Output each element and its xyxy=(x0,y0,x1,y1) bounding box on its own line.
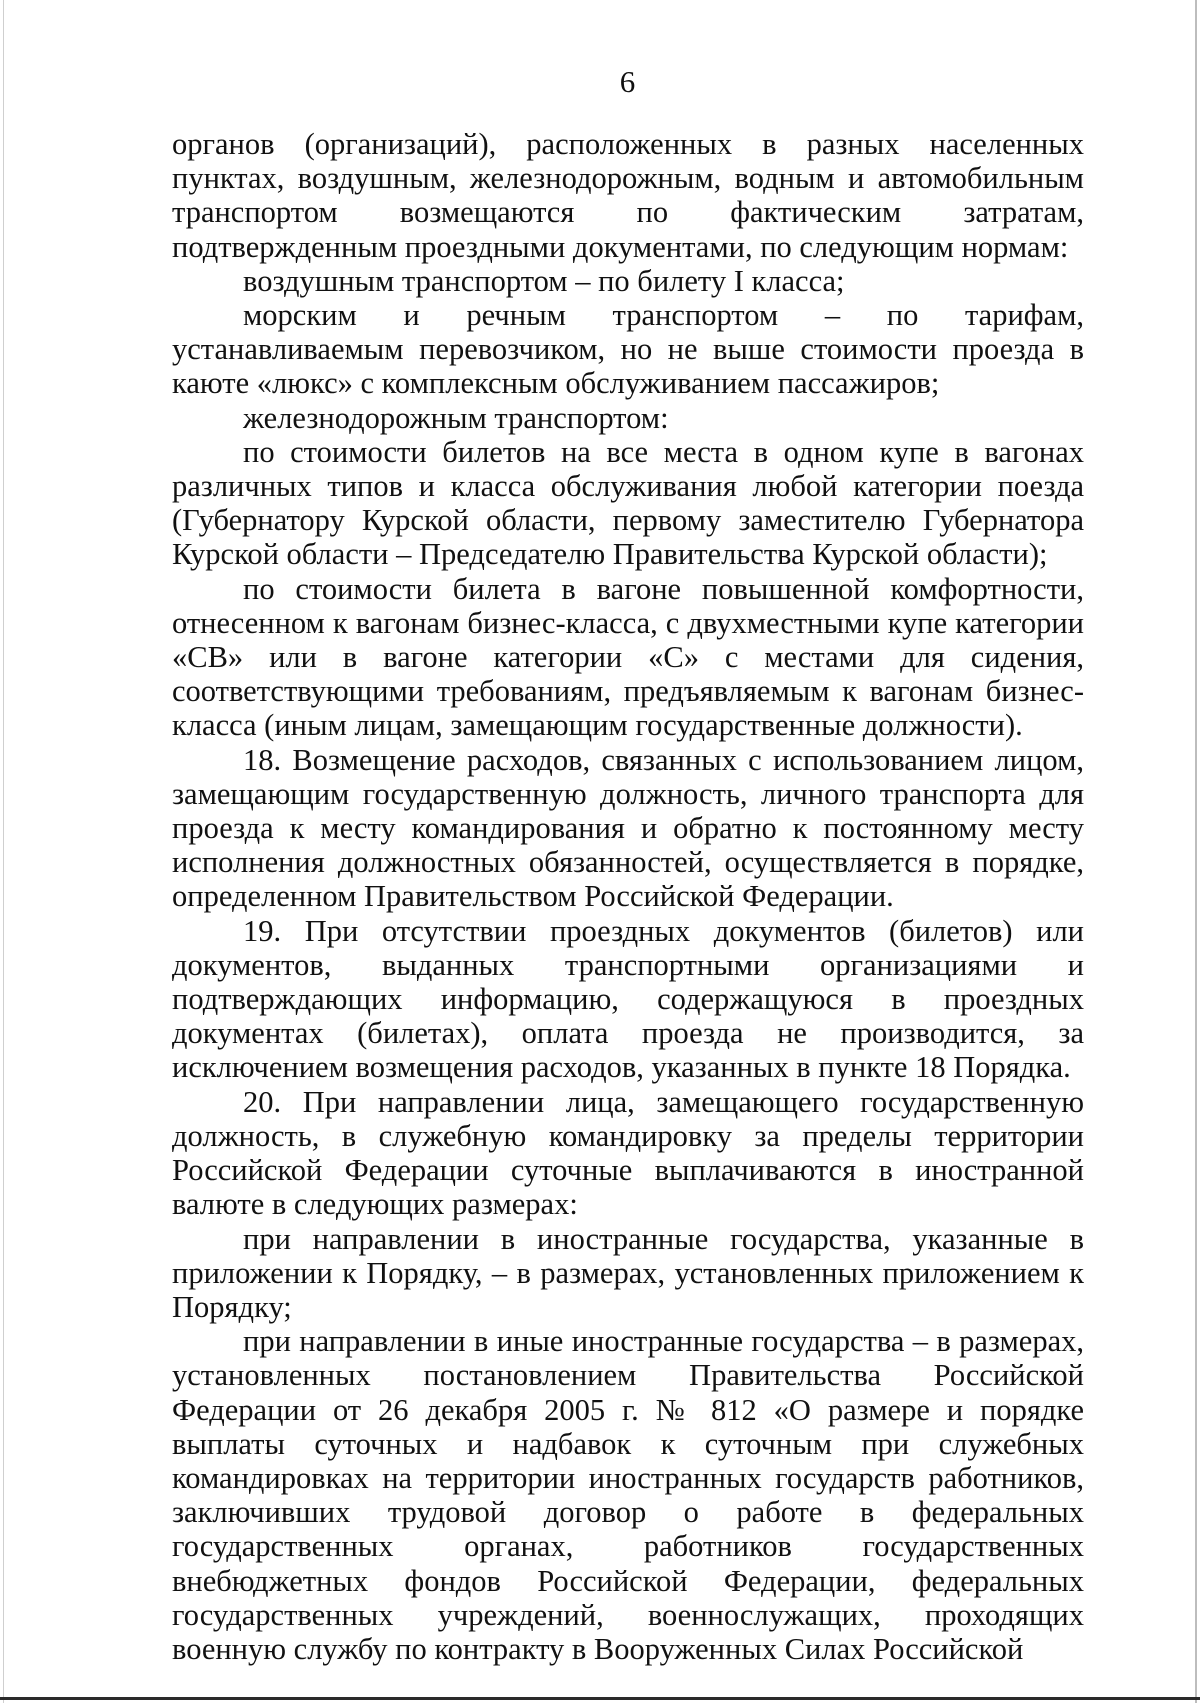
paragraph-item-18: 18. Возмещение расходов, связанных с использованием лицом, замещающим государственную должность, личного транспорта для проезда к месту командирования и обратно к постоянному месту исполнения должностных обязанностей, осуществляется в порядке, определенном Правительством Российской Федерации. xyxy=(172,742,1084,914)
paragraph: по стоимости билетов на все места в одном купе в вагонах различных типов и класса обслуживания любой категории поезда (Губернатору Курской области, первому заместителю Губернатора Курской области – Председателю Правительства Курской области); xyxy=(172,434,1084,572)
paragraph: по стоимости билета в вагоне повышенной комфортности, отнесенном к вагонам бизнес-класса, с двухместными купе категории «СВ» или в вагоне категории «С» с местами для сидения, соответствующими требованиям, предъявляемым к вагонам бизнес-класса (иным лицам, замещающим государственные должности). xyxy=(172,571,1084,743)
scan-edge-left xyxy=(3,0,4,1703)
document-body xyxy=(172,127,1084,1666)
scan-edge-right xyxy=(1195,0,1197,1703)
scan-edge-bottom xyxy=(0,1697,1200,1700)
paragraph-item-19: 19. При отсутствии проездных документов (билетов) или документов, выданных транспортными организациями и подтверждающих информацию, содержащуюся в проездных документах (билетах), оплата проезда не производится, за исключением возмещения расходов, указанных в пункте 18 Порядка. xyxy=(172,913,1084,1085)
paragraph: при направлении в иностранные государства, указанные в приложении к Порядку, – в размерах, установленных приложением к Порядку; xyxy=(172,1221,1084,1324)
paragraph: железнодорожным транспортом: xyxy=(243,400,669,435)
paragraph: органов (организаций), расположенных в разных населенных пунктах, воздушным, железнодорожным, водным и автомобильным транспортом возмещаются по фактическим затратам, подтвержденным проездными документами, по следующим нормам: xyxy=(172,127,1084,264)
paragraph: воздушным транспортом – по билету I класса; xyxy=(243,263,845,298)
page-number: 6 xyxy=(619,64,636,99)
paragraph: морским и речным транспортом – по тарифам, устанавливаемым перевозчиком, но не выше стоимости проезда в каюте «люкс» с комплексным обслуживанием пассажиров; xyxy=(172,298,1084,401)
paragraph-item-20: 20. При направлении лица, замещающего государственную должность, в служебную командировку за пределы территории Российской Федерации суточные выплачиваются в иностранной валюте в следующих размерах: xyxy=(172,1084,1084,1222)
paragraph: при направлении в иные иностранные государства – в размерах, установленных постановлением Правительства Российской Федерации от 26 декабря 2005 г. № 812 «О размере и порядке выплаты суточных и надбавок к суточным при служебных командировках на территории иностранных государств работников, заключивших трудовой договор о работе в федеральных государственных органах, работников государственных внебюджетных фондов Российской Федерации, федеральных государственных учреждений, военнослужащих, проходящих военную службу по контракту в Вооруженных Силах Российской xyxy=(172,1324,1084,1666)
